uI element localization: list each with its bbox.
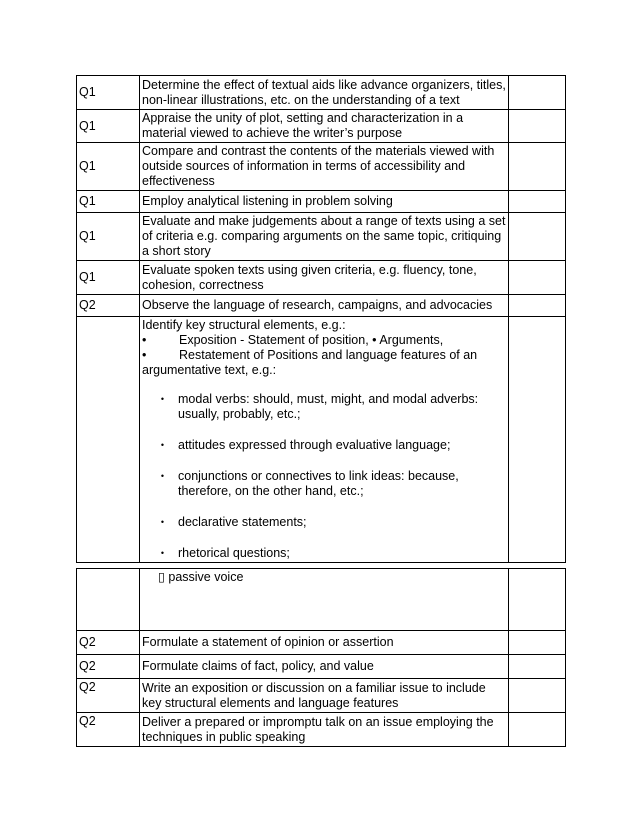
bullet-icon: •: [160, 394, 164, 404]
list-item-text: conjunctions or connectives to link ideas: because, therefore, on the other hand, etc.;: [178, 469, 459, 498]
quarter-cell: Q2: [77, 631, 140, 655]
empty-cell: [509, 76, 566, 110]
empty-cell: [509, 631, 566, 655]
quarter-cell: Q1: [77, 261, 140, 295]
list-item: [142, 546, 506, 561]
quarter-cell: Q1: [77, 76, 140, 110]
competency-cell: Determine the effect of textual aids like advance organizers, titles, non-linear illustrations, etc. on the understanding of a text: [140, 76, 509, 110]
competency-cell: Employ analytical listening in problem solving: [140, 191, 509, 213]
table-row: [77, 261, 566, 295]
list-item-text: rhetorical questions;: [178, 546, 290, 560]
competency-cell: [140, 317, 509, 563]
empty-cell: [509, 655, 566, 679]
empty-cell: [509, 569, 566, 631]
empty-cell: [509, 679, 566, 713]
quarter-cell: Q1: [77, 191, 140, 213]
competency-cell: Formulate a statement of opinion or assertion: [140, 631, 509, 655]
table-row: [77, 295, 566, 317]
competency-text: passive voice: [168, 570, 244, 584]
empty-cell: [509, 295, 566, 317]
bullet-line: [142, 348, 506, 363]
list-item-text: attitudes expressed through evaluative language;: [178, 438, 451, 452]
bullet-icon: •: [142, 333, 147, 347]
table-row: [77, 317, 566, 563]
bullet-icon: •: [160, 548, 164, 558]
empty-cell: [509, 213, 566, 261]
table-row: [77, 76, 566, 110]
empty-cell: [509, 143, 566, 191]
list-item: [142, 469, 506, 499]
quarter-cell: Q2: [77, 295, 140, 317]
intro-text: Identify key structural elements, e.g.:: [142, 318, 346, 332]
quarter-cell: Q1: [77, 110, 140, 143]
competency-cell: Formulate claims of fact, policy, and value: [140, 655, 509, 679]
competency-cell: Observe the language of research, campaigns, and advocacies: [140, 295, 509, 317]
table-row: [77, 631, 566, 655]
competency-cell: Evaluate and make judgements about a range of texts using a set of criteria e.g. comparing arguments on the same topic, critiquing a short story: [140, 213, 509, 261]
quarter-cell: Q2: [77, 713, 140, 747]
list-item: [142, 515, 506, 530]
table-row: [77, 191, 566, 213]
empty-cell: [509, 191, 566, 213]
bullet-icon: •: [160, 517, 164, 527]
bullet-text: Restatement of Positions and language features of an: [179, 348, 478, 362]
empty-cell: [509, 713, 566, 747]
quarter-cell: Q1: [77, 213, 140, 261]
competency-cell: Deliver a prepared or impromptu talk on an issue employing the techniques in public speaking: [140, 713, 509, 747]
empty-cell: [509, 261, 566, 295]
table-row: [77, 679, 566, 713]
bullet-text: Exposition - Statement of position, • Arguments,: [179, 333, 444, 347]
list-item: [142, 438, 506, 453]
competency-cell: [140, 569, 509, 631]
competency-cell: Appraise the unity of plot, setting and characterization in a material viewed to achieve the writer’s purpose: [140, 110, 509, 143]
empty-cell: [509, 317, 566, 563]
empty-cell: [509, 110, 566, 143]
competency-cell: Write an exposition or discussion on a familiar issue to include key structural elements and language features: [140, 679, 509, 713]
list-item-text: modal verbs: should, must, might, and modal adverbs: usually, probably, etc.;: [178, 392, 479, 421]
competency-cell: Evaluate spoken texts using given criteria, e.g. fluency, tone, cohesion, correctness: [140, 261, 509, 295]
table-row: [77, 110, 566, 143]
competency-table-2: [76, 568, 566, 747]
bullet-icon: •: [142, 348, 147, 362]
competency-table-1: [76, 75, 566, 563]
table-row: [77, 655, 566, 679]
quarter-cell: Q1: [77, 143, 140, 191]
table-row: [77, 713, 566, 747]
sub-list: [142, 392, 506, 561]
bullet-line: [142, 333, 506, 348]
list-item-text: declarative statements;: [178, 515, 307, 529]
bullet-icon: •: [160, 440, 164, 450]
table-row: [77, 569, 566, 631]
table-row: [77, 143, 566, 191]
quarter-cell: [77, 317, 140, 563]
quarter-cell: Q2: [77, 679, 140, 713]
bullet-icon: •: [160, 471, 164, 481]
list-item: [142, 392, 506, 422]
continuation-text: argumentative text, e.g.:: [142, 363, 277, 377]
competency-cell: Compare and contrast the contents of the materials viewed with outside sources of information in terms of accessibility and effectiveness: [140, 143, 509, 191]
box-icon: ▯: [158, 570, 165, 584]
table-row: [77, 213, 566, 261]
quarter-cell: Q2: [77, 655, 140, 679]
quarter-cell: [77, 569, 140, 631]
